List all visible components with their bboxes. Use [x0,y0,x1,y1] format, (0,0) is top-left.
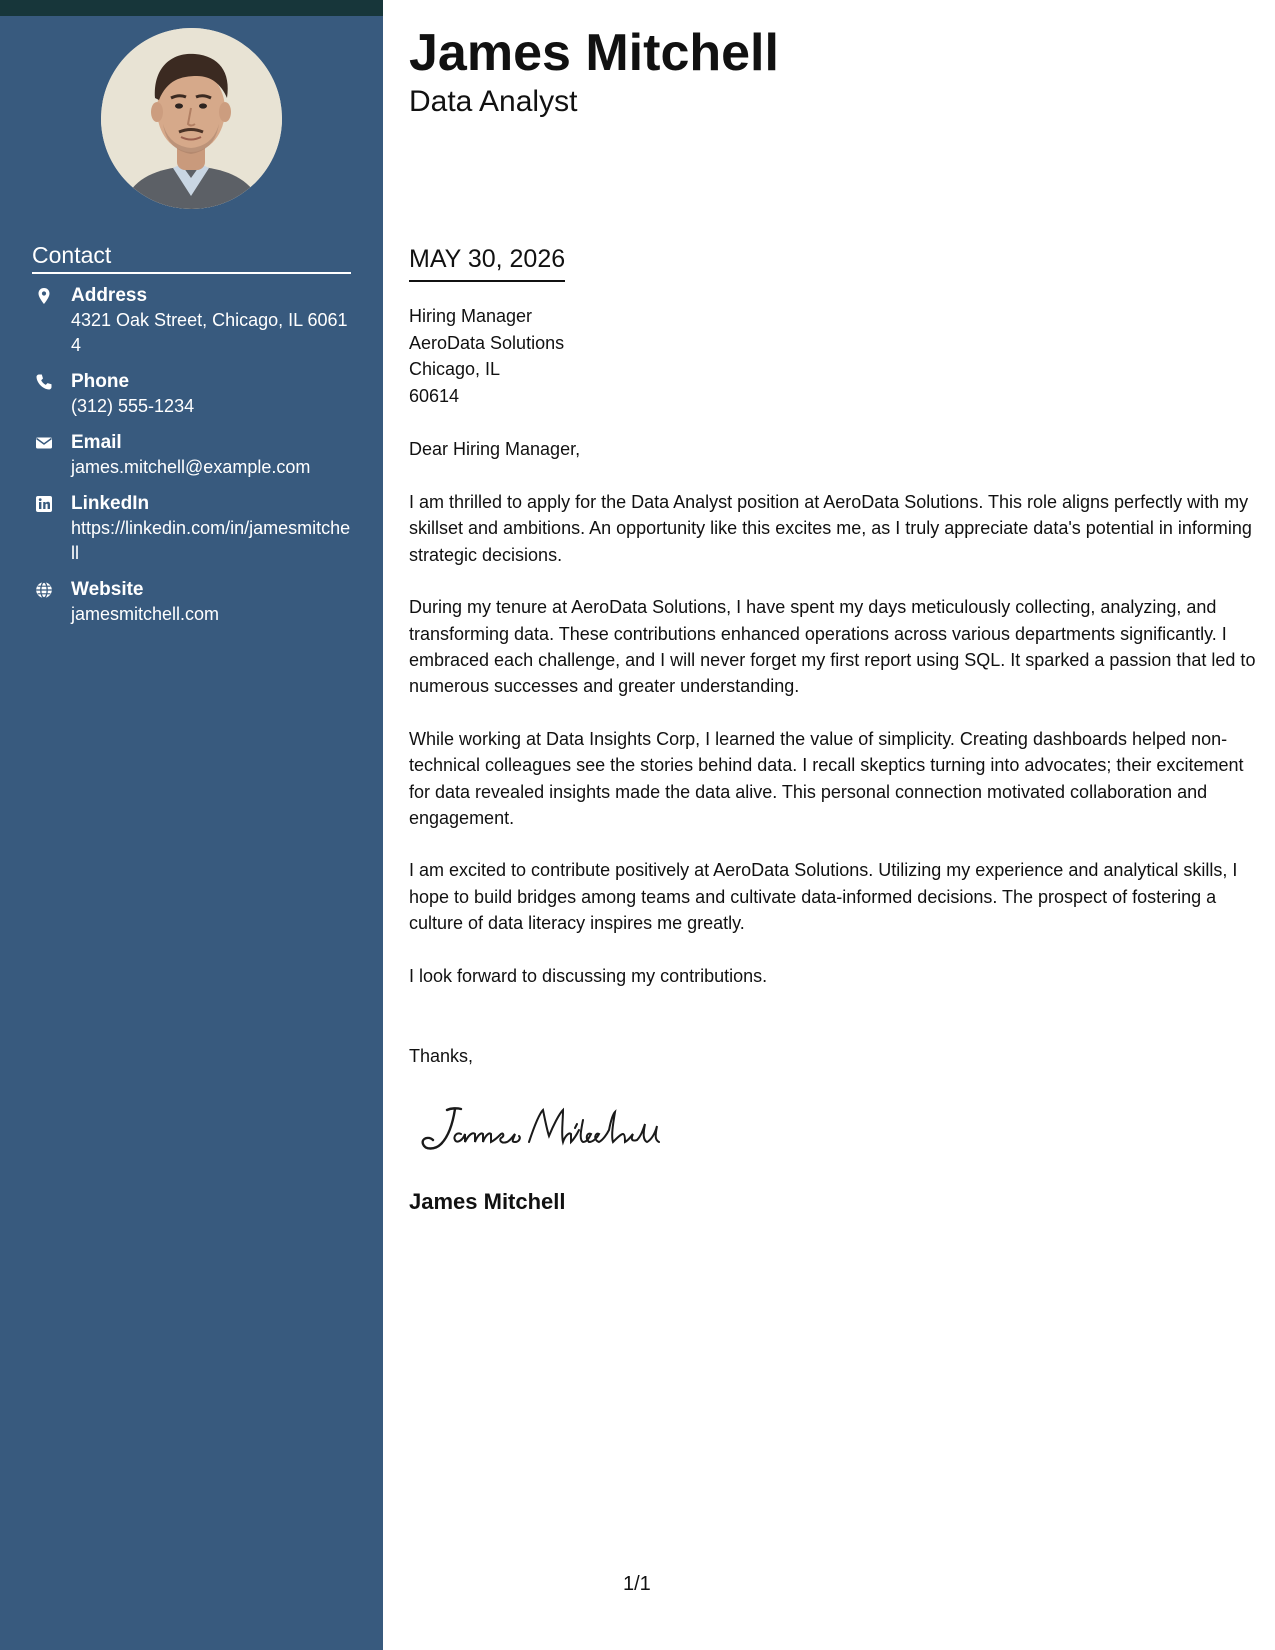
phone-icon [35,373,53,391]
envelope-icon [35,434,53,452]
letter-body [409,489,1257,1015]
recipient-line: Hiring Manager [409,306,533,326]
page-number: 1/1 [623,1573,651,1595]
recipient-block [409,303,1249,409]
map-pin-icon [35,287,53,305]
website-value[interactable]: jamesmitchell.com [71,604,220,624]
applicant-job-title: Data Analyst [409,85,578,118]
body-paragraph: I am thrilled to apply for the Data Analyst position at AeroData Solutions. This role aligns perfectly with my skillset and ambitions. An opportunity like this excites me, as I truly appreciate data's potential in informing strategic decisions. [409,492,1252,565]
contact-list [32,284,352,639]
recipient-line: AeroData Solutions [409,332,565,353]
salutation: Dear Hiring Manager, [409,439,581,459]
sidebar [0,0,383,1650]
avatar-portrait [101,28,282,209]
body-paragraph: I am excited to contribute positively at AeroData Solutions. Utilizing my experience and analytical skills, I hope to build bridges among teams and cultivate data-informed decisions. The prospect of fostering a culture of data literacy inspires me greatly. [409,860,1238,934]
closing: Thanks, [409,1046,474,1066]
address-label: Address [71,285,148,306]
recipient-line: Chicago, IL [409,359,501,379]
body-paragraph: While working at Data Insights Corp, I learned the value of simplicity. Creating dashboards helped non-technical colleagues see the stories behind data. I recall skeptics turning into advocates; their excitement for data revealed insights made the data alive. This personal connection motivated collaboration and engagement. [409,728,1244,829]
body-paragraph: I look forward to discussing my contributions. [409,965,768,986]
phone-value: (312) 555-1234 [71,396,195,416]
contact-item-phone [32,370,352,419]
signer-name: James Mitchell [409,1189,566,1214]
linkedin-value[interactable]: https://linkedin.com/in/jamesmitchell [71,518,351,563]
email-value: james.mitchell@example.com [71,457,311,477]
phone-label: Phone [71,371,130,392]
recipient-line: 60614 [409,385,460,406]
linkedin-label: LinkedIn [71,493,150,514]
contact-section-title: Contact [32,241,351,274]
signature-image [417,1100,677,1160]
contact-item-email [32,431,352,480]
letter-date: MAY 30, 2026 [409,244,565,282]
globe-icon [35,581,53,599]
sidebar-top-bar [0,0,383,16]
contact-item-website [32,578,352,627]
body-paragraph: During my tenure at AeroData Solutions, I have spent my days meticulously collecting, analyzing, and transforming data. These contributions enhanced operations across various departments significantly. I embraced each challenge, and I will never forget my first report using SQL. It sparked a passion that led to numerous successes and greater understanding. [409,597,1256,697]
contact-item-address [32,284,352,358]
linkedin-icon [35,495,53,513]
website-label: Website [71,579,144,600]
avatar [101,28,282,209]
contact-item-linkedin [32,492,352,566]
email-label: Email [71,432,122,453]
address-value: 4321 Oak Street, Chicago, IL 60614 [71,310,348,355]
applicant-name: James Mitchell [409,24,779,82]
